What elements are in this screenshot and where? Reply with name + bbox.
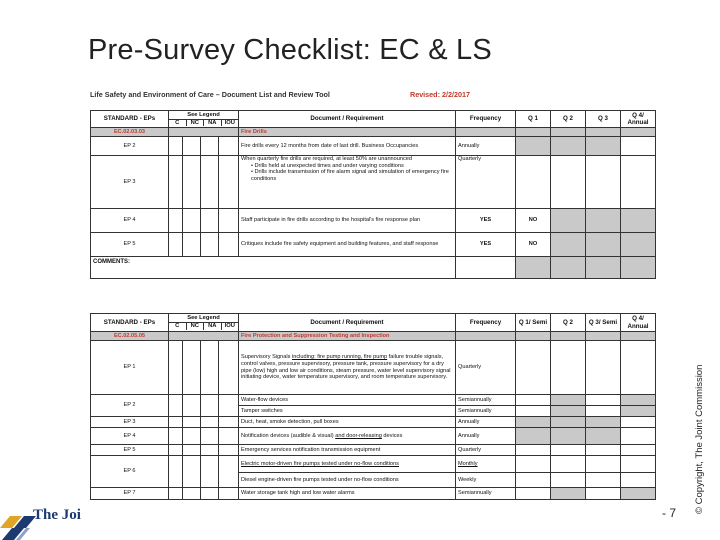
c-cell[interactable] <box>169 488 183 500</box>
frequency-value: YES <box>456 233 516 257</box>
iou-cell[interactable] <box>219 417 239 428</box>
nc-cell[interactable] <box>183 456 201 488</box>
requirement-text: failure trouble signals, control valves, pressure supervisory, pressure tank, pressure supervisory for a dry pipe (low) high and low air conditions, steam pressure, water level supervisory signal initiating device, water temperature supervisory, and room temperature supervisory. <box>241 354 451 381</box>
standard-code: EC.02.03.03 <box>91 128 169 137</box>
copyright-notice: © Copyright, The Joint Commission <box>694 364 705 514</box>
na-cell[interactable] <box>201 341 219 395</box>
ep-label: EP 4 <box>91 209 169 233</box>
ep-label: EP 1 <box>91 341 169 395</box>
requirement-text-underlined: including: fire pump running, fire pump <box>292 354 388 361</box>
table-row <box>91 445 656 456</box>
iou-cell[interactable] <box>219 456 239 488</box>
requirement-text: Emergency services notification transmission equipment <box>239 445 456 456</box>
nc-cell[interactable] <box>183 417 201 428</box>
na-cell[interactable] <box>201 488 219 500</box>
na-cell[interactable] <box>201 445 219 456</box>
table-row <box>91 233 656 257</box>
na-cell[interactable] <box>201 156 219 209</box>
frequency-header: Frequency <box>456 314 516 332</box>
frequency-value: YES <box>456 209 516 233</box>
q1-value: NO <box>516 209 551 233</box>
table-header-row <box>91 314 656 332</box>
nc-cell[interactable] <box>183 488 201 500</box>
na-header: NA <box>204 120 222 127</box>
c-cell[interactable] <box>169 428 183 445</box>
table-row <box>91 417 656 428</box>
c-cell[interactable] <box>169 456 183 488</box>
document-image <box>85 80 660 540</box>
table-row <box>91 156 656 209</box>
requirement-text: Staff participate in fire drills according to the hospital's fire response plan <box>239 209 456 233</box>
ep-label: EP 3 <box>91 156 169 209</box>
frequency-value: Semiannually <box>456 395 516 406</box>
bullet-item: • Drills held at unexpected times and under varying conditions <box>251 162 404 169</box>
see-legend-label: See Legend <box>169 112 238 120</box>
q1-header: Q 1 <box>516 111 551 128</box>
iou-cell[interactable] <box>219 428 239 445</box>
frequency-value: Annually <box>456 417 516 428</box>
requirement-text: Fire drills every 12 months from date of last drill. Business Occupancies <box>239 137 456 156</box>
iou-cell[interactable] <box>219 341 239 395</box>
standard-row <box>91 332 656 341</box>
iou-header: IOU <box>224 119 235 126</box>
na-cell[interactable] <box>201 417 219 428</box>
iou-cell[interactable] <box>219 156 239 209</box>
c-cell[interactable] <box>169 137 183 156</box>
nc-cell[interactable] <box>183 428 201 445</box>
logo-text: The Joi <box>33 507 81 523</box>
frequency-value: Annually <box>456 137 516 156</box>
standard-title: Fire Protection and Suppression Testing and Inspection <box>239 332 456 341</box>
iou-cell[interactable] <box>219 233 239 257</box>
revised-date: Revised: 2/2/2017 <box>410 90 470 99</box>
requirement-text: When quarterly fire drills are required, at least 50% are unannounced <box>241 156 413 162</box>
table-row <box>91 456 656 473</box>
ep-label: EP 7 <box>91 488 169 500</box>
frequency-value: Semiannually <box>456 488 516 500</box>
requirement-text: Tamper switches <box>239 406 456 417</box>
frequency-value: Semiannually <box>456 406 516 417</box>
frequency-header: Frequency <box>456 111 516 128</box>
standard-title: Fire Drills <box>239 128 456 137</box>
q3-header: Q 3/ Semi <box>586 314 621 332</box>
c-header: C <box>169 323 187 330</box>
checklist-table-fire-drills <box>90 110 656 279</box>
bullet-item: • Drills include transmission of fire alarm signal and simulation of emergency fire conditions <box>251 169 449 182</box>
requirement-cell <box>239 341 456 395</box>
standard-row <box>91 128 656 137</box>
nc-cell[interactable] <box>183 156 201 209</box>
nc-header: NC <box>187 120 205 127</box>
nc-header: NC <box>187 323 205 330</box>
na-cell[interactable] <box>201 456 219 488</box>
na-cell[interactable] <box>201 428 219 445</box>
requirement-text-underlined: and door-releasing <box>335 432 382 439</box>
iou-header: IOU <box>224 323 235 329</box>
checklist-table-fire-protection <box>90 313 656 500</box>
standard-header: STANDARD - EPs <box>91 314 169 332</box>
standard-header: STANDARD - EPs <box>91 111 169 128</box>
c-header: C <box>169 120 187 127</box>
requirement-text: Notification devices (audible & visual) <box>241 432 336 439</box>
q4-header: Q 4/ Annual <box>621 314 656 332</box>
q2-header: Q 2 <box>551 111 586 128</box>
table-header-row <box>91 111 656 128</box>
requirement-header: Document / Requirement <box>239 111 456 128</box>
na-header: NA <box>204 323 222 330</box>
page-number: - 7 <box>662 506 677 520</box>
requirement-cell <box>239 156 456 209</box>
na-cell[interactable] <box>201 395 219 417</box>
legend-header <box>169 111 239 128</box>
c-cell[interactable] <box>169 341 183 395</box>
ep-label: EP 6 <box>91 456 169 488</box>
table-row <box>91 209 656 233</box>
ep-label: EP 5 <box>91 445 169 456</box>
requirement-text: Diesel engine-driven fire pumps tested under no-flow conditions <box>239 473 456 488</box>
ep-label: EP 2 <box>91 137 169 156</box>
requirement-header: Document / Requirement <box>239 314 456 332</box>
ep-label: EP 3 <box>91 417 169 428</box>
na-cell[interactable] <box>201 137 219 156</box>
q1-value: NO <box>516 233 551 257</box>
table-row <box>91 428 656 445</box>
requirement-text: Duct, heat, smoke detection, pull boxes <box>239 417 456 428</box>
comments-row <box>91 257 656 279</box>
requirement-text: Supervisory Signals <box>241 354 292 361</box>
table-row <box>91 341 656 395</box>
iou-cell[interactable] <box>219 209 239 233</box>
q3-header: Q 3 <box>586 111 621 128</box>
requirement-text: Water-flow devices <box>239 395 456 406</box>
ep-label: EP 5 <box>91 233 169 257</box>
iou-cell[interactable] <box>219 488 239 500</box>
c-cell[interactable] <box>169 233 183 257</box>
requirement-text: Critiques include fire safety equipment and building features, and staff response <box>239 233 456 257</box>
na-cell[interactable] <box>201 233 219 257</box>
c-cell[interactable] <box>169 209 183 233</box>
nc-cell[interactable] <box>183 137 201 156</box>
table-row <box>91 395 656 406</box>
frequency-value: Weekly <box>456 473 516 488</box>
frequency-value: Annually <box>456 428 516 445</box>
iou-cell[interactable] <box>219 445 239 456</box>
c-cell[interactable] <box>169 156 183 209</box>
frequency-value: Quarterly <box>456 156 516 209</box>
q2-header: Q 2 <box>551 314 586 332</box>
comments-label: COMMENTS: <box>91 257 456 279</box>
legend-header <box>169 314 239 332</box>
requirement-text-underlined: Electric motor-driven fire pumps tested under no-flow conditions <box>239 456 456 473</box>
document-header: Life Safety and Environment of Care – Document List and Review Tool <box>90 90 330 99</box>
q4-header: Q 4/ Annual <box>621 111 656 128</box>
nc-cell[interactable] <box>183 341 201 395</box>
requirement-text: devices <box>381 432 403 439</box>
see-legend-label: See Legend <box>169 315 238 323</box>
frequency-value: Monthly <box>456 456 516 473</box>
nc-cell[interactable] <box>183 395 201 417</box>
na-cell[interactable] <box>201 209 219 233</box>
ep-label: EP 4 <box>91 428 169 445</box>
nc-cell[interactable] <box>183 445 201 456</box>
ep-label: EP 2 <box>91 395 169 417</box>
requirement-cell <box>239 428 456 445</box>
c-cell[interactable] <box>169 445 183 456</box>
nc-cell[interactable] <box>183 209 201 233</box>
requirement-text: Water storage tank high and low water alarms <box>239 488 456 500</box>
table-row <box>91 488 656 500</box>
frequency-value: Quarterly <box>456 341 516 395</box>
q1-header: Q 1/ Semi <box>516 314 551 332</box>
nc-cell[interactable] <box>183 233 201 257</box>
c-cell[interactable] <box>169 417 183 428</box>
iou-cell[interactable] <box>219 137 239 156</box>
slide-title: Pre-Survey Checklist: EC & LS <box>88 34 492 66</box>
iou-cell[interactable] <box>219 395 239 417</box>
table-row <box>91 137 656 156</box>
frequency-value: Quarterly <box>456 445 516 456</box>
c-cell[interactable] <box>169 395 183 417</box>
standard-code: EC.02.05.05 <box>91 332 169 341</box>
